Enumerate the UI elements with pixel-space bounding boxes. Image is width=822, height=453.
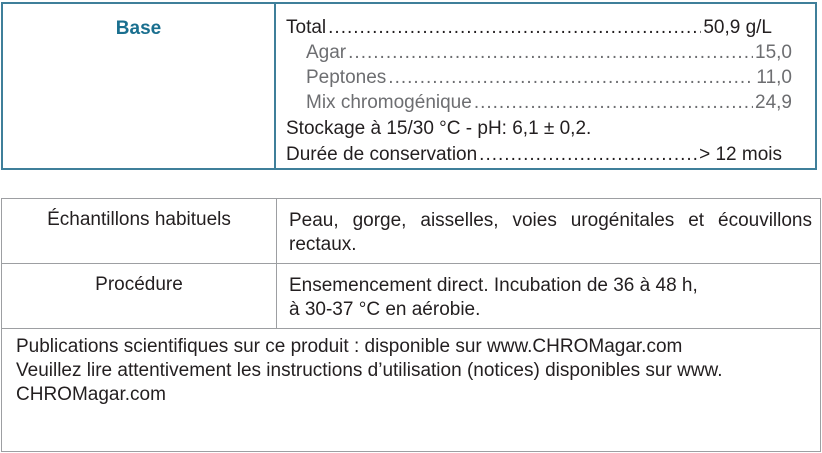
leader-dots <box>328 16 701 40</box>
procedure-line-1: Ensemencement direct. Incubation de 36 à 48 h, <box>289 275 698 296</box>
component-value: 15,0 <box>755 42 792 63</box>
base-label-cell <box>3 4 276 168</box>
leader-dots <box>474 91 753 115</box>
footer-line-2: Veuillez lire attentivement les instructions d’utilisation (notices) disponibles sur www. <box>16 360 723 381</box>
footer-line-1: Publications scientifiques sur ce produit : disponible sur www.CHROMagar.com <box>16 336 683 357</box>
samples-label: Échantillons habituels <box>2 199 277 263</box>
info-table <box>1 198 821 452</box>
samples-row <box>2 199 820 264</box>
component-label: Peptones <box>306 67 387 88</box>
leader-dots <box>479 143 697 167</box>
shelf-life-value: > 12 mois <box>699 144 782 165</box>
base-composition <box>276 4 815 168</box>
component-label: Agar <box>306 42 347 63</box>
procedure-value <box>277 264 820 328</box>
total-row <box>286 16 772 40</box>
shelf-life-label: Durée de conservation <box>286 144 478 165</box>
component-value: 11,0 <box>756 67 792 88</box>
component-label: Mix chromogénique <box>306 92 472 113</box>
base-composition-table <box>1 2 817 170</box>
publications-note <box>16 335 810 407</box>
total-value: 50,9 g/L <box>703 17 772 38</box>
leader-dots <box>348 41 753 65</box>
procedure-row <box>2 264 820 329</box>
total-label: Total <box>286 17 327 38</box>
storage-text: Stockage à 15/30 °C - pH: 6,1 ± 0,2. <box>286 118 592 139</box>
leader-dots <box>388 66 754 90</box>
shelf-life-row <box>286 143 782 167</box>
component-row-agar <box>306 41 792 65</box>
footer-line-3: CHROMagar.com <box>16 384 166 405</box>
base-label: Base <box>115 18 162 39</box>
component-row-mix <box>306 91 792 115</box>
procedure-label: Procédure <box>2 264 277 328</box>
procedure-line-2: à 30-37 °C en aérobie. <box>289 299 481 320</box>
samples-value: Peau, gorge, aisselles, voies urogénitales et écouvillons rectaux. <box>289 210 812 255</box>
component-value: 24,9 <box>755 92 792 113</box>
component-row-peptones <box>306 66 792 90</box>
